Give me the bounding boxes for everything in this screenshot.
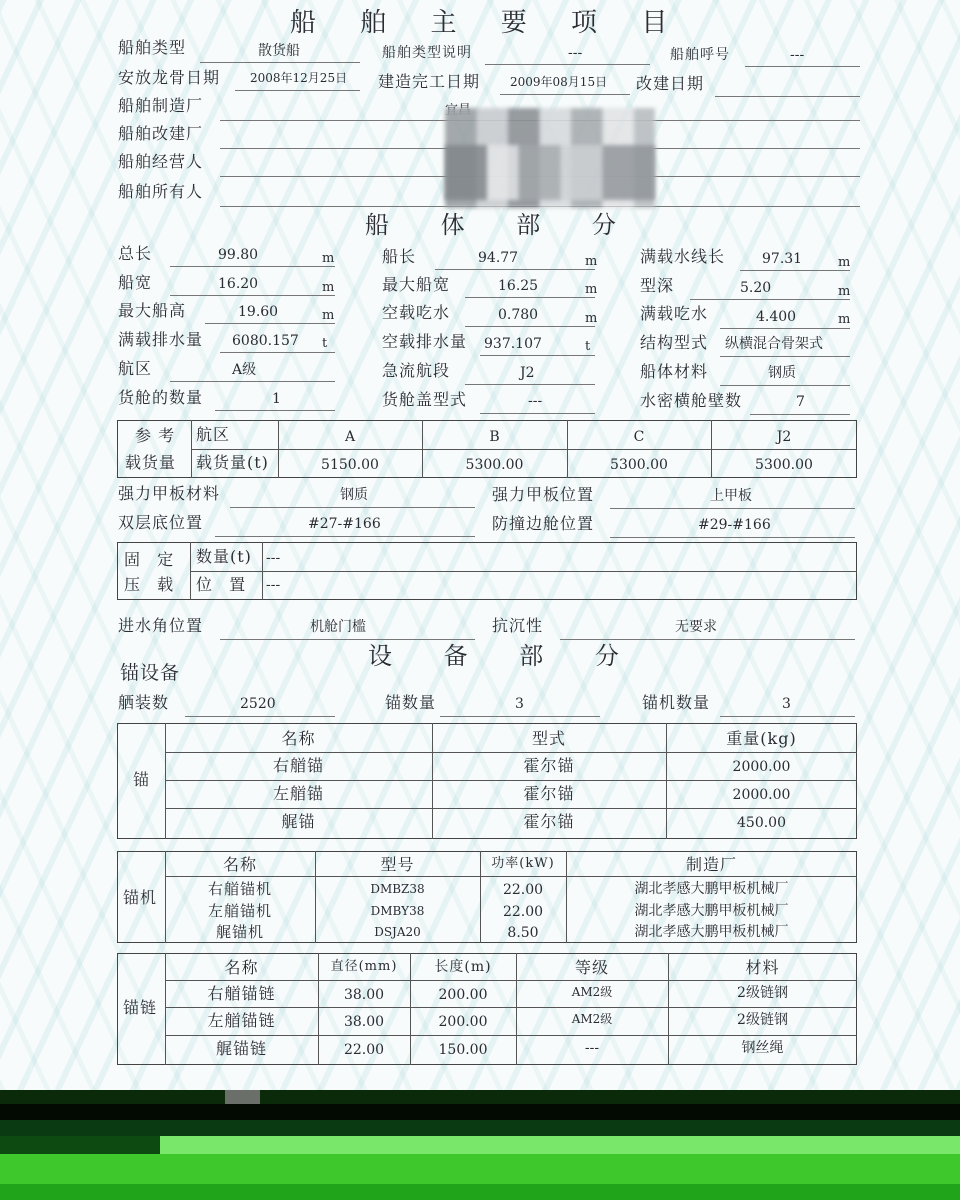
loa-label: 总长: [118, 244, 153, 263]
chain-row-mat: 2级链钢: [737, 985, 788, 1001]
loa-value: 99.80: [218, 247, 259, 263]
rebuilder-label: 船舶改建厂: [118, 124, 204, 143]
windlass-row-power: 22.00: [502, 904, 544, 920]
ballast-qty-label: 数量(t): [196, 547, 252, 566]
built-date-value: 2009年08月15日: [510, 75, 608, 89]
ballast-type-label: 压 载: [124, 575, 180, 594]
lbp-unit: m: [585, 254, 598, 269]
loa-unit: m: [322, 251, 335, 266]
keel-date-value: 2008年12月25日: [250, 71, 348, 85]
light-disp-label: 空载排水量: [382, 332, 468, 351]
light-draft-label: 空载吃水: [382, 303, 451, 322]
ship-type-desc-value: ---: [568, 45, 583, 61]
light-disp-unit: t: [585, 339, 591, 354]
lbp-value: 94.77: [478, 250, 519, 266]
chain-row-name: 艉锚链: [215, 1039, 267, 1058]
windlass-count-label: 锚机数量: [642, 693, 711, 712]
windlass-row-model: DMBZ38: [370, 882, 425, 896]
ballast-fixed-label: 固 定: [124, 550, 180, 569]
windlass-row-name: 右艏锚机: [207, 880, 272, 898]
anchor-row-type: 霍尔锚: [523, 784, 575, 803]
lwl-unit: m: [838, 255, 851, 270]
windlass-row-maker: 湖北孝感大鹏甲板机械厂: [634, 924, 789, 940]
anchor-count-label: 锚数量: [385, 693, 437, 712]
anchor-row-name: 右艏锚: [272, 756, 324, 775]
windlass-count-value: 3: [782, 696, 791, 712]
anchor-row-weight: 2000.00: [732, 759, 791, 775]
equip-heading: 设 备 部 分: [368, 642, 641, 670]
full-disp-unit: t: [322, 336, 328, 351]
cargo-load-cell: 5300.00: [465, 457, 524, 473]
max-height-label: 最大船高: [118, 301, 187, 320]
windlass-row-model: DMBY38: [370, 904, 425, 918]
cargo-area-cell: C: [633, 429, 645, 445]
cargo-load-header: 载货量(t): [196, 453, 269, 472]
page-title: 船 舶 主 要 项 目: [290, 8, 686, 38]
full-draft-label: 满载吃水: [640, 304, 709, 323]
double-bottom-label: 双层底位置: [118, 513, 204, 532]
deck-position-value: 上甲板: [710, 488, 752, 504]
lwl-label: 满载水线长: [640, 247, 726, 266]
chain-row-dia: 38.00: [343, 1014, 385, 1030]
windlass-row-power: 22.00: [502, 882, 544, 898]
windlass-side-label: 锚机: [123, 888, 158, 907]
chain-row-dia: 38.00: [343, 987, 385, 1003]
anchor-weight-header: 重量(kg): [726, 729, 797, 748]
chain-row-len: 200.00: [438, 1014, 488, 1030]
chain-row-grade: ---: [584, 1040, 600, 1056]
anchor-row-name: 艉锚: [281, 812, 316, 831]
ship-type-value: 散货船: [258, 43, 300, 59]
windlass-power-header: 功率(kW): [491, 856, 555, 871]
windlass-row-name: 左艏锚机: [207, 902, 272, 920]
chain-name-header: 名称: [224, 958, 259, 977]
chain-row-grade: AM2级: [571, 1012, 613, 1026]
depth-unit: m: [838, 284, 851, 299]
light-disp-value: 937.107: [484, 336, 542, 352]
ballast-pos-value: ---: [266, 577, 281, 593]
cargo-area-cell: B: [489, 429, 500, 445]
rebuild-date-label: 改建日期: [636, 74, 705, 93]
deck-material-label: 强力甲板材料: [118, 484, 221, 503]
hull-material-value: 钢质: [768, 365, 796, 381]
windlass-row-power: 8.50: [507, 925, 539, 941]
beam-value: 16.20: [218, 276, 259, 292]
lbp-label: 船长: [382, 247, 417, 266]
deck-material-value: 钢质: [340, 487, 368, 503]
anchor-row-name: 左艏锚: [272, 784, 324, 803]
anchor-row-type: 霍尔锚: [523, 812, 575, 831]
hull-material-label: 船体材料: [640, 362, 709, 381]
cargo-load-cell: 5300.00: [610, 457, 668, 473]
hatch-label: 货舱盖型式: [382, 390, 468, 409]
structure-label: 结构型式: [640, 333, 709, 352]
ballast-qty-value: ---: [266, 550, 281, 566]
chain-row-grade: AM2级: [571, 985, 613, 999]
max-height-value: 19.60: [238, 304, 279, 320]
depth-value: 5.20: [740, 280, 772, 296]
windlass-row-name: 艉锚机: [215, 923, 264, 941]
max-beam-unit: m: [585, 282, 598, 297]
chain-row-dia: 22.00: [343, 1042, 385, 1058]
chain-row-name: 右艏锚链: [207, 984, 276, 1003]
light-draft-value: 0.780: [498, 307, 539, 323]
owner-label: 船舶所有人: [118, 182, 204, 201]
anchor-equip-heading: 锚设备: [120, 662, 181, 684]
built-date-label: 建造完工日期: [378, 72, 481, 91]
hull-heading: 船 体 部 分: [365, 211, 638, 239]
max-beam-value: 16.25: [498, 278, 539, 294]
keel-date-label: 安放龙骨日期: [118, 68, 221, 87]
anchor-row-weight: 2000.00: [732, 787, 791, 803]
windlass-row-maker: 湖北孝感大鹏甲板机械厂: [634, 881, 789, 897]
full-disp-label: 满载排水量: [118, 330, 204, 349]
outfit-label: 舾装数: [118, 693, 170, 712]
bulkhead-label: 水密横舱壁数: [640, 391, 743, 410]
cargo-area-cell: J2: [776, 429, 792, 445]
cargo-area-header: 航区: [196, 425, 231, 444]
callsign-label: 船舶呼号: [670, 47, 730, 63]
full-disp-value: 6080.157: [232, 333, 299, 349]
holds-label: 货舱的数量: [118, 388, 204, 407]
windlass-row-model: DSJA20: [374, 925, 421, 939]
wing-tank-label: 防撞边舱位置: [492, 514, 595, 533]
callsign-value: ---: [790, 47, 805, 63]
windlass-name-header: 名称: [222, 855, 257, 874]
chain-row-mat: 钢丝绳: [741, 1040, 784, 1056]
cargo-load-cell: 5150.00: [321, 457, 379, 473]
cargo-ref-label: 参 考: [135, 426, 176, 445]
chain-row-len: 150.00: [438, 1042, 488, 1058]
full-draft-unit: m: [838, 312, 851, 327]
cargo-load-cell: 5300.00: [755, 457, 813, 473]
flood-angle-value: 机舱门槛: [310, 619, 366, 635]
max-beam-label: 最大船宽: [382, 275, 451, 294]
anchor-count-value: 3: [515, 696, 524, 712]
area-label: 航区: [118, 359, 153, 378]
cargo-load-side-label: 载货量: [125, 453, 177, 472]
rapid-label: 急流航段: [382, 361, 451, 380]
chain-mat-header: 材料: [745, 958, 780, 977]
corrupted-image-band: [0, 1090, 960, 1200]
ship-type-label: 船舶类型: [118, 38, 187, 57]
anchor-row-weight: 450.00: [737, 815, 786, 831]
windlass-row-maker: 湖北孝感大鹏甲板机械厂: [634, 903, 789, 919]
cargo-area-cell: A: [344, 429, 356, 445]
anchor-name-header: 名称: [281, 729, 316, 748]
light-draft-unit: m: [585, 311, 598, 326]
redacted-area-overlay: [445, 145, 655, 200]
hatch-value: ---: [528, 393, 543, 409]
anchor-type-header: 型式: [531, 729, 566, 748]
chain-row-len: 200.00: [438, 987, 488, 1003]
max-height-unit: m: [322, 308, 335, 323]
full-draft-value: 4.400: [756, 309, 797, 325]
rapid-value: J2: [520, 365, 535, 381]
depth-label: 型深: [640, 276, 675, 295]
sink-value: 无要求: [675, 619, 717, 635]
operator-label: 船舶经营人: [118, 152, 204, 171]
chain-row-mat: 2级链钢: [737, 1012, 788, 1028]
holds-value: 1: [272, 391, 281, 407]
wing-tank-value: #29-#166: [698, 517, 771, 533]
outfit-value: 2520: [240, 696, 276, 712]
double-bottom-value: #27-#166: [308, 516, 381, 532]
area-value: A级: [232, 362, 257, 378]
ship-type-desc-label: 船舶类型说明: [382, 45, 472, 61]
builder-label: 船舶制造厂: [118, 96, 204, 115]
anchor-side-label: 锚: [133, 770, 151, 789]
chain-len-header: 长度(m): [434, 959, 492, 975]
sink-label: 抗沉性: [492, 616, 544, 635]
structure-value: 纵横混合骨架式: [725, 336, 823, 352]
flood-angle-label: 进水角位置: [118, 616, 204, 635]
beam-label: 船宽: [118, 273, 153, 292]
chain-dia-header: 直径(mm): [330, 959, 398, 974]
chain-side-label: 锚链: [123, 998, 158, 1017]
ballast-pos-label: 位 置: [196, 575, 252, 594]
anchor-row-type: 霍尔锚: [523, 756, 575, 775]
bulkhead-value: 7: [796, 394, 805, 410]
chain-grade-header: 等级: [574, 958, 609, 977]
lwl-value: 97.31: [762, 251, 803, 267]
deck-position-label: 强力甲板位置: [492, 485, 595, 504]
windlass-maker-header: 制造厂: [685, 855, 737, 874]
windlass-model-header: 型号: [380, 855, 415, 874]
chain-row-name: 左艏锚链: [207, 1011, 276, 1030]
beam-unit: m: [322, 280, 335, 295]
